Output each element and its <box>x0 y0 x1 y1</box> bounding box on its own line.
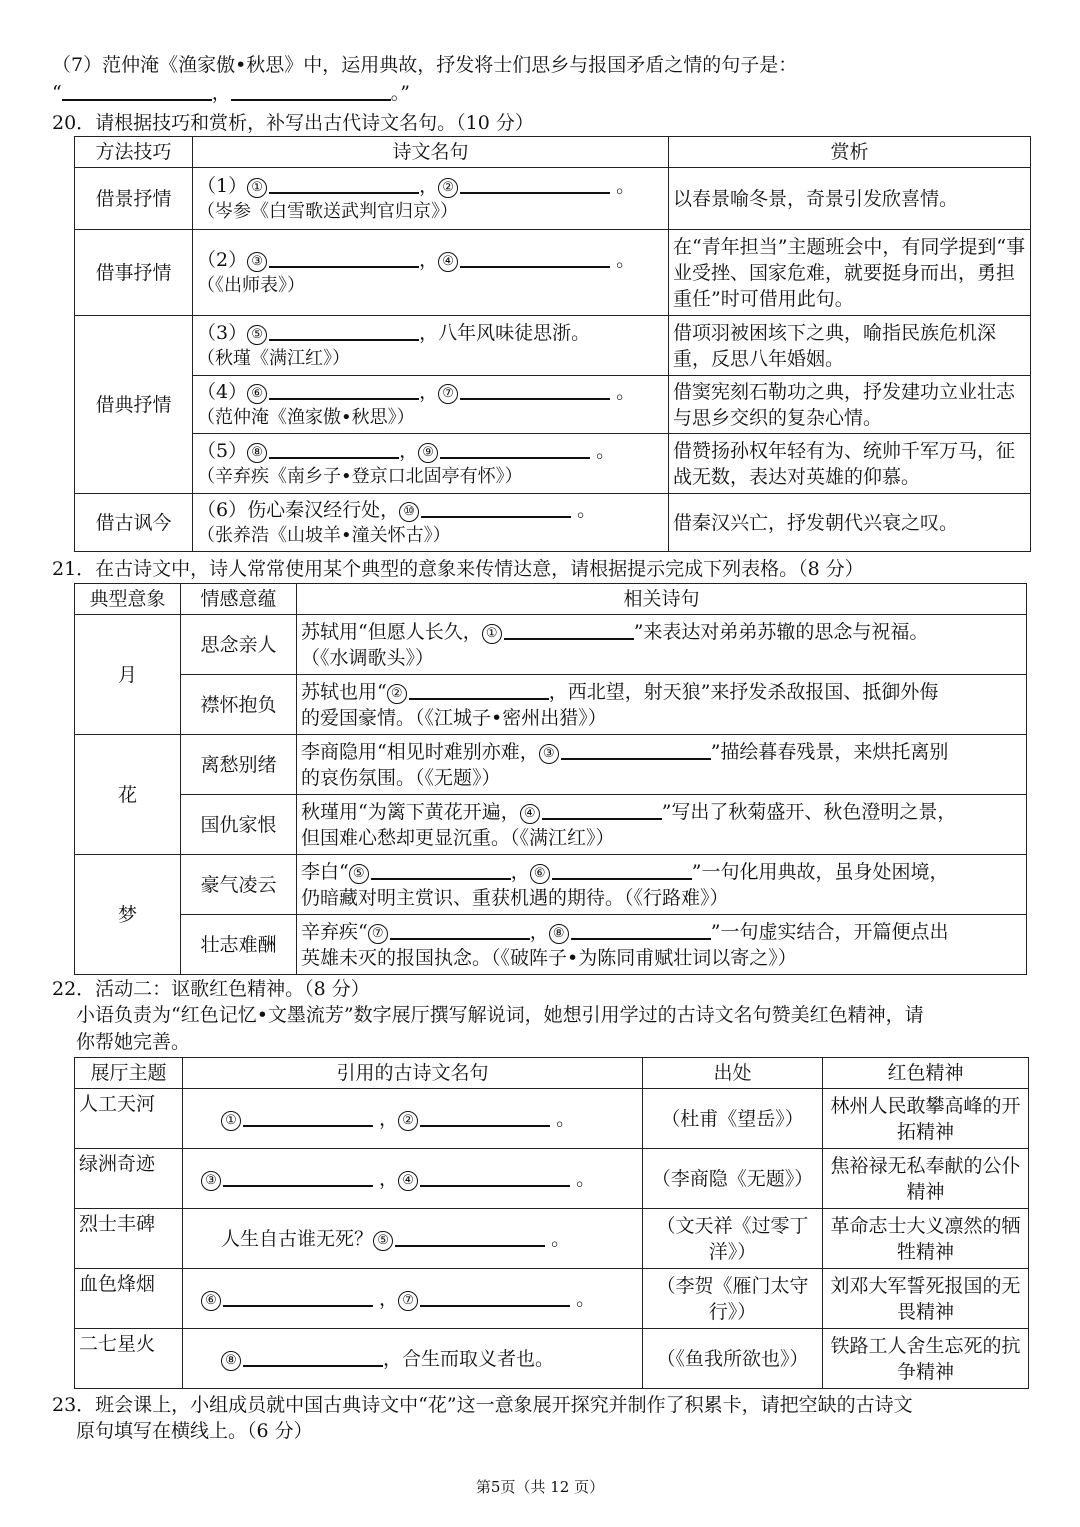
q21-verse-cell: 苏轼用“但愿人长久， ① ”来表达对弟弟苏辙的思念与祝福。 （《水调歌头》） <box>297 615 1027 675</box>
q21-emotion: 思念亲人 <box>181 615 297 675</box>
q20-verse-cell: （3） ⑤ ，八年风味徒思浙。 （秋瑾《满江红》） <box>193 316 669 376</box>
q21-emotion: 国仇家恨 <box>181 795 297 855</box>
q19-item7-line2: “ ， 。” <box>52 82 410 104</box>
q20-source: （辛弃疾《南乡子•登京口北固亭有怀》） <box>197 465 523 487</box>
answer-blank[interactable] <box>223 1287 373 1307</box>
answer-blank[interactable] <box>504 620 634 640</box>
q22-theme: 烈士丰碑 <box>75 1209 183 1269</box>
q20-verse-cell: （5） ⑧ ， ⑨ 。 （辛弃疾《南乡子•登京口北固亭有怀》） <box>193 434 669 494</box>
q20-source: （《出师表》） <box>197 274 305 296</box>
q21-verse-cell: 秋瑾用“为篱下黄花开遍， ④ ”写出了秋菊盛开、秋色澄明之景， 但国难心愁却更显沉重。（《满江红》） <box>297 795 1027 855</box>
q21-header-verse: 相关诗句 <box>297 584 1027 615</box>
q21-title: 21．在古诗文中，诗人常常使用某个典型的意象来传情达意，请根据提示完成下列表格。（8 分） <box>52 558 864 580</box>
q22-title: 22．活动二：讴歌红色精神。（8 分） <box>52 978 370 1000</box>
q20-header-verse: 诗文名句 <box>193 137 669 168</box>
q22-source: （李商隐《无题》） <box>643 1149 823 1209</box>
q20-table <box>74 136 1031 552</box>
q22-source: （杜甫《望岳》） <box>643 1089 823 1149</box>
q20-analysis: 借窦宪刻石勒功之典，抒发建功立业壮志与思乡交织的复杂心情。 <box>669 376 1031 434</box>
q21-header-image: 典型意象 <box>75 584 181 615</box>
answer-blank[interactable] <box>561 740 711 760</box>
answer-blank[interactable] <box>420 1107 550 1127</box>
q20-method: 借典抒情 <box>75 316 193 494</box>
answer-blank[interactable] <box>542 800 662 820</box>
answer-blank[interactable] <box>460 380 610 400</box>
answer-blank[interactable] <box>390 920 530 940</box>
q20-analysis: 以春景喻冬景，奇景引发欣喜情。 <box>669 168 1031 230</box>
q20-verse-cell: （4） ⑥ ， ⑦ 。 （范仲淹《渔家傲•秋思》） <box>193 376 669 434</box>
q21-emotion: 襟怀抱负 <box>181 675 297 735</box>
q20-method: 借事抒情 <box>75 230 193 316</box>
q22-verse-cell: ① ， ② 。 <box>183 1089 643 1149</box>
q20-method: 借景抒情 <box>75 168 193 230</box>
q20-verse-cell: （2） ③ ， ④ 。 （《出师表》） <box>193 230 669 316</box>
q22-verse-cell: 人生自古谁无死？ ⑤ 。 <box>183 1209 643 1269</box>
page-footer: 第5页（共 12 页） <box>475 1478 605 1496</box>
q20-analysis: 借项羽被困垓下之典，喻指民族危机深重，反思八年婚姻。 <box>669 316 1031 376</box>
q21-table <box>74 583 1027 975</box>
q22-theme: 二七星火 <box>75 1329 183 1389</box>
q20-source: （岑参《白雪歌送武判官归京》） <box>197 200 458 222</box>
q22-spirit: 革命志士大义凛然的牺牲精神 <box>823 1209 1029 1269</box>
q22-source: （《鱼我所欲也》） <box>643 1329 823 1389</box>
q20-analysis: 借赞扬孙权年轻有为、统帅千军万马，征战无数，表达对英雄的仰慕。 <box>669 434 1031 494</box>
q22-table <box>74 1057 1029 1389</box>
answer-blank[interactable] <box>552 860 692 880</box>
q23-line1: 23．班会课上，小组成员就中国古典诗文中“花”这一意象展开探究并制作了积累卡，请把空缺的古诗文 <box>52 1394 913 1416</box>
q20-header-analysis: 赏析 <box>669 137 1031 168</box>
answer-blank[interactable] <box>460 174 610 194</box>
q19-item7-line1: （7）范仲淹《渔家傲•秋思》中，运用典故，抒发将士们思乡与报国矛盾之情的句子是： <box>52 54 798 76</box>
q21-image: 梦 <box>75 855 181 975</box>
answer-blank[interactable] <box>62 81 212 101</box>
q22-header-spirit: 红色精神 <box>823 1058 1029 1089</box>
q22-spirit: 刘邓大军誓死报国的无畏精神 <box>823 1269 1029 1329</box>
q20-header-method: 方法技巧 <box>75 137 193 168</box>
q22-header-source: 出处 <box>643 1058 823 1089</box>
q22-header-verse: 引用的古诗文名句 <box>183 1058 643 1089</box>
q20-analysis: 在“青年担当”主题班会中，有同学提到“事业受挫、国家危难，就要挺身而出，勇担重任”时可借用此句。 <box>669 230 1031 316</box>
answer-blank[interactable] <box>269 174 419 194</box>
q20-title: 20．请根据技巧和赏析，补写出古代诗文名句。（10 分） <box>52 112 534 134</box>
q22-header-theme: 展厅主题 <box>75 1058 183 1089</box>
q22-theme: 血色烽烟 <box>75 1269 183 1329</box>
q20-source: （范仲淹《渔家傲•秋思》） <box>197 406 415 428</box>
q21-emotion: 离愁别绪 <box>181 735 297 795</box>
q20-verse-cell: （6）伤心秦汉经行处， ⑩ 。 （张养浩《山坡羊•潼关怀古》） <box>193 494 669 552</box>
answer-blank[interactable] <box>243 1347 383 1367</box>
answer-blank[interactable] <box>409 680 549 700</box>
q20-verse-cell: （1） ① ， ② 。 （岑参《白雪歌送武判官归京》） <box>193 168 669 230</box>
answer-blank[interactable] <box>440 439 590 459</box>
q21-verse-cell: 苏轼也用“ ② ，西北望，射天狼”来抒发杀敌报国、抵御外侮 的爱国豪情。（《江城子•密州出猎》） <box>297 675 1027 735</box>
q21-header-emotion: 情感意蕴 <box>181 584 297 615</box>
q20-analysis: 借秦汉兴亡，抒发朝代兴衰之叹。 <box>669 494 1031 552</box>
q22-theme: 人工天河 <box>75 1089 183 1149</box>
q21-emotion: 豪气凌云 <box>181 855 297 915</box>
answer-blank[interactable] <box>269 321 419 341</box>
q22-theme: 绿洲奇迹 <box>75 1149 183 1209</box>
answer-blank[interactable] <box>231 81 391 101</box>
q21-emotion: 壮志难酬 <box>181 915 297 975</box>
q22-verse-cell: ③ ， ④ 。 <box>183 1149 643 1209</box>
q21-verse-cell: 李商隐用“相见时难别亦难， ③ ”描绘暮春残景，来烘托离别 的哀伤氛围。（《无题》） <box>297 735 1027 795</box>
q23-line2: 原句填写在横线上。（6 分） <box>76 1420 313 1442</box>
q21-verse-cell: 辛弃疾“ ⑦ ， ⑧ ”一句虚实结合，开篇便点出 英雄未灭的报国执念。（《破阵子•为陈同甫赋壮词以寄之》） <box>297 915 1027 975</box>
answer-blank[interactable] <box>269 248 419 268</box>
answer-blank[interactable] <box>395 1227 545 1247</box>
q22-verse-cell: ⑧ ，合生而取义者也。 <box>183 1329 643 1389</box>
answer-blank[interactable] <box>420 1167 570 1187</box>
answer-blank[interactable] <box>460 248 610 268</box>
q20-method: 借古讽今 <box>75 494 193 552</box>
q21-verse-cell: 李白“ ⑤ ， ⑥ ”一句化用典故，虽身处困境， 仍暗藏对明主赏识、重获机遇的期待。（《行路难》） <box>297 855 1027 915</box>
q22-source: （李贺《雁门太守行》） <box>643 1269 823 1329</box>
answer-blank[interactable] <box>371 860 511 880</box>
q20-source: （张养浩《山坡羊•潼关怀古》） <box>197 524 451 546</box>
q22-verse-cell: ⑥ ， ⑦ 。 <box>183 1269 643 1329</box>
q22-source: （文天祥《过零丁洋》） <box>643 1209 823 1269</box>
q22-spirit: 焦裕禄无私奉献的公仆精神 <box>823 1149 1029 1209</box>
answer-blank[interactable] <box>223 1167 373 1187</box>
q22-spirit: 林州人民敢攀高峰的开拓精神 <box>823 1089 1029 1149</box>
answer-blank[interactable] <box>269 439 399 459</box>
answer-blank[interactable] <box>571 920 711 940</box>
q22-intro-line1: 小语负责为“红色记忆•文墨流芳”数字展厅撰写解说词，她想引用学过的古诗文名句赞美红色精神，请 <box>76 1004 924 1026</box>
q21-image: 花 <box>75 735 181 855</box>
q21-image: 月 <box>75 615 181 735</box>
answer-blank[interactable] <box>269 380 419 400</box>
answer-blank[interactable] <box>421 498 571 518</box>
answer-blank[interactable] <box>420 1287 570 1307</box>
q22-intro-line2: 你帮她完善。 <box>76 1031 191 1053</box>
q20-source: （秋瑾《满江红》） <box>197 347 350 369</box>
answer-blank[interactable] <box>243 1107 373 1127</box>
q22-spirit: 铁路工人舍生忘死的抗争精神 <box>823 1329 1029 1389</box>
